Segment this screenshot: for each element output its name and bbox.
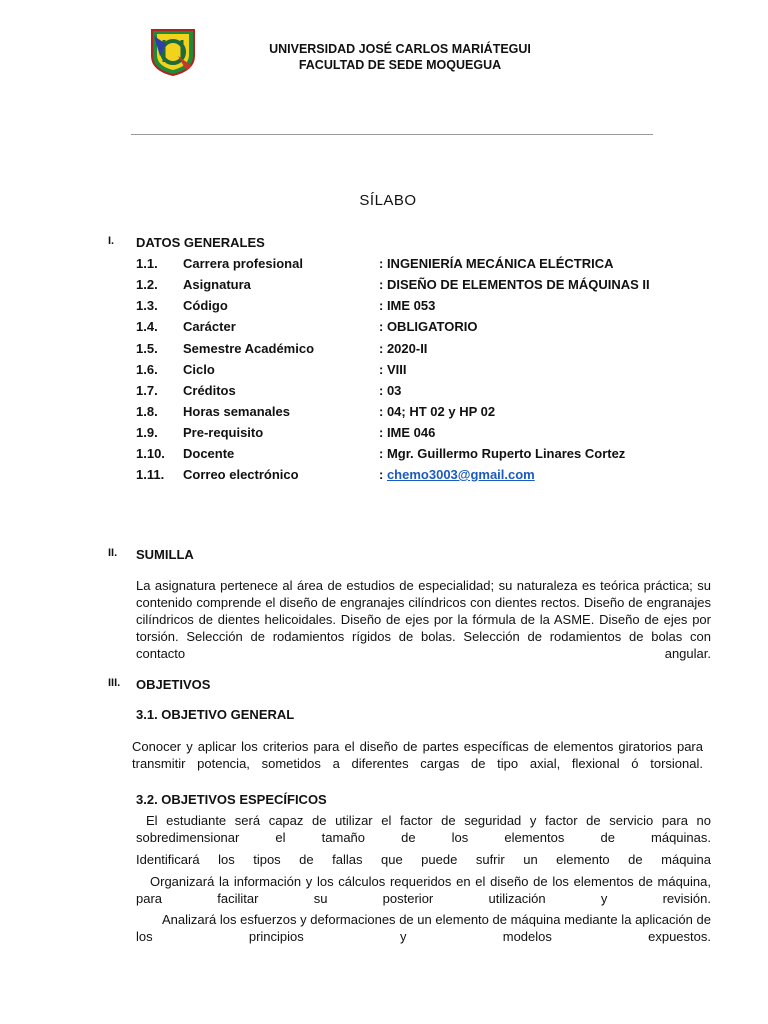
- objetivo-especifico-item: Analizará los esfuerzos y deformaciones de un elemento de máquina mediante la aplicación de los principios y modelos expuestos.: [136, 912, 711, 944]
- objetivo-general-heading: 3.1. OBJETIVO GENERAL: [136, 707, 295, 722]
- university-name: UNIVERSIDAD JOSÉ CARLOS MARIÁTEGUI: [269, 42, 531, 56]
- objetivo-general-text: Conocer y aplicar los criterios para el diseño de partes específicas de elementos giratorios para transmitir potencia, sometidos a diferentes cargas de tipo axial, flexional ó torsional.: [132, 739, 703, 771]
- page-title: SÍLABO: [359, 192, 417, 209]
- objetivo-especifico-item: Identificará los tipos de fallas que puede sufrir un elemento de máquina: [136, 852, 711, 867]
- header-divider: [131, 134, 653, 135]
- objetivo-especifico-item: Organizará la información y los cálculos requeridos en el diseño de los elementos de máquina, para facilitar su posterior utilización y revisión.: [136, 874, 711, 906]
- email-link[interactable]: chemo3003@gmail.com: [386, 467, 535, 482]
- sumilla-paragraph: La asignatura pertenece al área de estudios de especialidad; su naturaleza es teórica práctica; su contenido comprende el diseño de engranajes cilíndricos con dientes rectos. Diseño de engranajes cilíndricos de dientes helicoidales. Diseño de ejes por la fórmula de la ASME. Diseño de ejes por torsión. Selección de rodamientos rígidos de bolas. Selección de rodamientos de bolas con contacto angular.: [136, 578, 711, 661]
- faculty-name: FACULTAD DE SEDE MOQUEGUA: [298, 58, 502, 72]
- objetivos-especificos-heading: 3.2. OBJETIVOS ESPECÍFICOS: [136, 792, 327, 807]
- objetivo-especifico-item: El estudiante será capaz de utilizar el factor de seguridad y factor de servicio para no sobredimensionar el tamaño de los elementos de máquinas.: [136, 813, 711, 845]
